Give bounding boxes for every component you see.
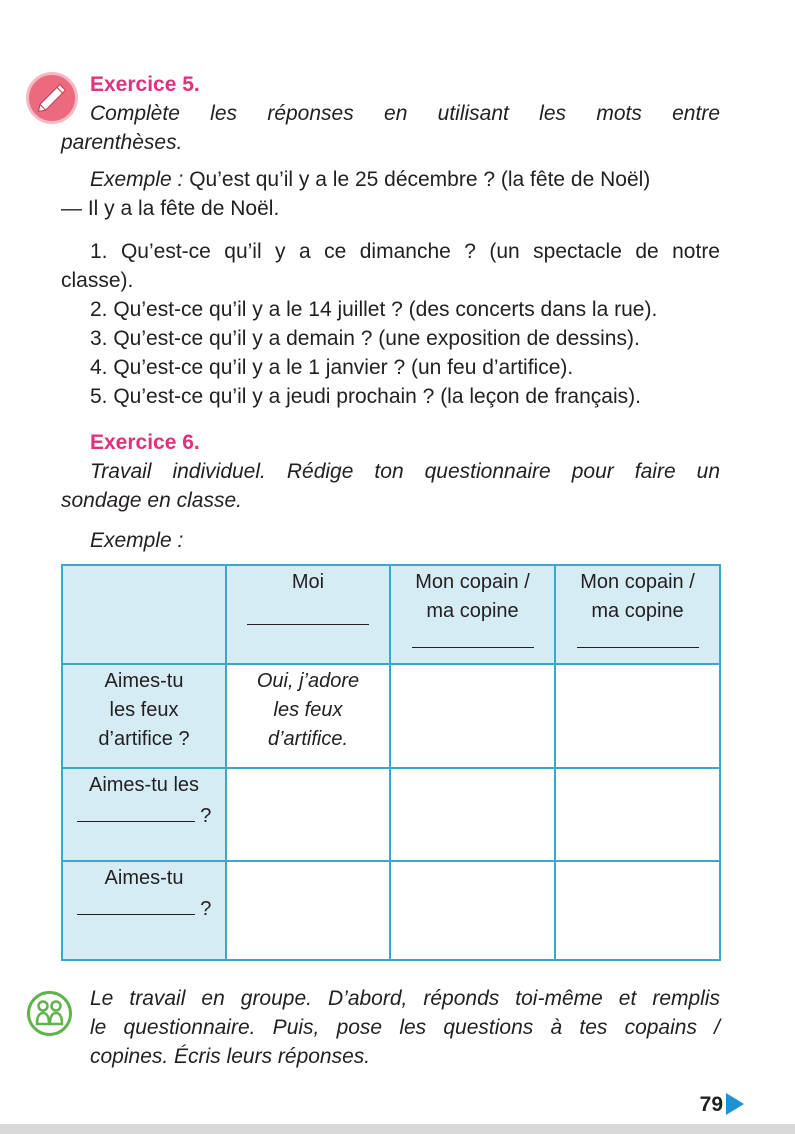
list-item: 3. Qu’est-ce qu’il y a demain ? (une exposition de dessins). xyxy=(90,327,640,350)
question-text: d’artifice ? xyxy=(98,728,190,750)
header-friend-label: Mon copain / xyxy=(415,571,530,593)
question-cell xyxy=(62,768,226,861)
header-cell-friend-1 xyxy=(390,565,555,664)
group-work-text: le questionnaire. Puis, pose les questions à tes copains / xyxy=(90,1016,720,1039)
answer-cell-empty[interactable] xyxy=(390,768,555,861)
exercise-5-title: Exercice 5. xyxy=(90,73,200,96)
question-text: Aimes-tu les xyxy=(88,774,200,796)
exercise-6-title: Exercice 6. xyxy=(90,431,200,454)
exercise-5-instruction-cont: parenthèses. xyxy=(61,131,183,154)
name-blank[interactable] xyxy=(577,629,699,648)
list-item: 1. Qu’est-ce qu’il y a ce dimanche ? (un spectacle de notre xyxy=(90,240,720,263)
example-question xyxy=(90,165,650,194)
answer-text: d’artifice. xyxy=(267,728,349,750)
table-row xyxy=(62,565,720,664)
example-answer: — Il y a la fête de Noël. xyxy=(61,197,280,220)
question-blank[interactable] xyxy=(77,896,195,915)
header-friend-label-2: ma copine xyxy=(426,600,519,622)
next-arrow-icon[interactable] xyxy=(726,1093,744,1115)
question-blank[interactable] xyxy=(77,803,195,822)
question-mark: ? xyxy=(200,898,212,920)
header-me-label: Moi xyxy=(291,571,325,593)
question-text: Aimes-tu xyxy=(104,670,184,692)
header-friend-label-2: ma copine xyxy=(591,600,684,622)
answer-cell-empty[interactable] xyxy=(555,861,720,960)
list-item: 5. Qu’est-ce qu’il y a jeudi prochain ? (la leçon de français). xyxy=(90,385,641,408)
table-corner-cell xyxy=(62,565,226,664)
answer-cell-empty[interactable] xyxy=(390,664,555,768)
list-item: 4. Qu’est-ce qu’il y a le 1 janvier ? (un feu d’artifice). xyxy=(90,356,574,379)
example-label: Exemple : xyxy=(90,168,184,191)
question-cell xyxy=(62,861,226,960)
answer-cell xyxy=(226,664,390,768)
exercise-6-instruction-cont: sondage en classe. xyxy=(61,489,242,512)
table-row xyxy=(62,861,720,960)
pencil-icon xyxy=(26,72,78,124)
footer-bar xyxy=(0,1124,795,1134)
group-people-icon xyxy=(27,991,72,1036)
header-cell-friend-2 xyxy=(555,565,720,664)
name-blank[interactable] xyxy=(412,629,534,648)
question-mark: ? xyxy=(200,805,212,827)
table-row xyxy=(62,768,720,861)
header-cell-me xyxy=(226,565,390,664)
answer-cell-empty[interactable] xyxy=(226,768,390,861)
page-number: 79 xyxy=(699,1093,723,1116)
list-item-cont: classe). xyxy=(61,269,134,292)
answer-cell-empty[interactable] xyxy=(555,768,720,861)
example-question-text: Qu’est qu’il y a le 25 décembre ? (la fête de Noël) xyxy=(183,168,651,191)
exercise-6-example-label: Exemple : xyxy=(90,529,184,552)
question-text: Aimes-tu xyxy=(104,867,184,889)
question-text: les feux xyxy=(109,699,179,721)
exercise-6-instruction: Travail individuel. Rédige ton questionnaire pour faire un xyxy=(90,460,720,483)
list-item: 2. Qu’est-ce qu’il y a le 14 juillet ? (des concerts dans la rue). xyxy=(90,298,658,321)
name-blank[interactable] xyxy=(247,606,369,625)
survey-table xyxy=(61,564,721,961)
answer-text: Oui, j’adore xyxy=(256,670,360,692)
answer-text: les feux xyxy=(273,699,343,721)
answer-cell-empty[interactable] xyxy=(555,664,720,768)
answer-cell-empty[interactable] xyxy=(226,861,390,960)
group-work-text: copines. Écris leurs réponses. xyxy=(90,1045,371,1068)
table-row xyxy=(62,664,720,768)
question-cell xyxy=(62,664,226,768)
answer-cell-empty[interactable] xyxy=(390,861,555,960)
group-work-text: Le travail en groupe. D’abord, réponds toi-même et remplis xyxy=(90,987,720,1010)
header-friend-label: Mon copain / xyxy=(580,571,695,593)
exercise-5-instruction: Complète les réponses en utilisant les mots entre xyxy=(90,102,720,125)
